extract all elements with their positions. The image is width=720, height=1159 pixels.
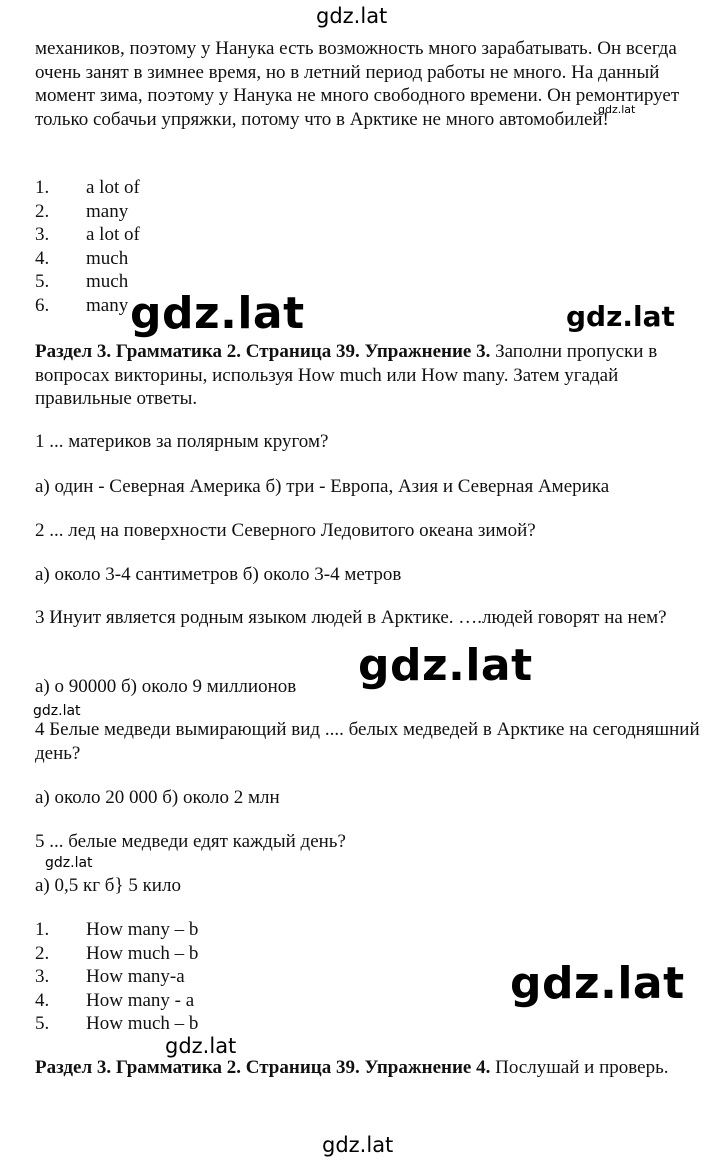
list-item: [35, 989, 335, 1013]
quiz-answer-2: а) около 3-4 сантиметров б) около 3-4 метров: [35, 564, 402, 585]
list-item: [35, 1012, 335, 1036]
quiz-answer-5: а) 0,5 кг б} 5 кило: [35, 875, 181, 896]
watermark-large-right: gdz.lat: [510, 958, 685, 1009]
item-text: many: [86, 294, 129, 316]
watermark-large-left: gdz.lat: [130, 288, 305, 339]
list-item: [35, 176, 335, 200]
quiz-question-4: 4 Белые медведи вымирающий вид .... белых медведей в Арктике на сегодняшний день?: [35, 719, 700, 764]
quiz-question-3: 3 Инуит является родным языком людей в Арктике. ….людей говорят на нем?: [35, 607, 667, 628]
exercise-3-heading: [35, 340, 715, 411]
answer-list-2: [35, 918, 335, 1036]
item-number: 3.: [35, 224, 50, 245]
quiz-question-5: 5 ... белые медведи едят каждый день?: [35, 831, 346, 852]
item-text: many: [86, 200, 129, 222]
intro-paragraph: механиков, поэтому у Нанука есть возможность много зарабатывать. Он всегда очень занят в зимнее время, но в летний период работы не много. На данный момент зима, поэтому у Нанука не много свободного времени. Он ремонтирует только собачьи упряжки, потому что в Арктике не много автомобилей!: [35, 38, 680, 130]
watermark-large-center: gdz.lat: [358, 640, 533, 691]
item-number: 1.: [35, 919, 50, 940]
item-text: How much – b: [86, 942, 199, 964]
item-text: much: [86, 271, 129, 292]
quiz-answer-1: а) один - Северная Америка б) три - Европа, Азия и Северная Америка: [35, 476, 610, 497]
item-number: 2.: [35, 200, 50, 222]
quiz-answer-4: а) около 20 000 б) около 2 млн: [35, 787, 280, 808]
watermark-small-left: gdz.lat: [33, 703, 81, 719]
exercise-4-title: Раздел 3. Грамматика 2. Страница 39. Упражнение 4.: [35, 1057, 491, 1078]
item-text: a lot of: [86, 177, 140, 198]
item-number: 5.: [35, 271, 50, 292]
list-item: [35, 200, 335, 224]
list-item: [35, 965, 335, 989]
exercise-3-title: Раздел 3. Грамматика 2. Страница 39. Упражнение 3.: [35, 341, 491, 362]
exercise-4-instruction: Послушай и проверь.: [490, 1057, 669, 1078]
list-item: [35, 223, 335, 247]
item-number: 4.: [35, 989, 50, 1011]
item-text: How much – b: [86, 1013, 199, 1034]
item-number: 6.: [35, 294, 50, 316]
watermark-tiny: gdz.lat: [598, 103, 636, 116]
item-text: How many – b: [86, 919, 199, 940]
exercise-3-instruction: Заполни пропуски в вопросах викторины, используя How much или How many. Затем угадай правильные ответы.: [35, 341, 658, 409]
watermark-small-center: gdz.lat: [165, 1034, 237, 1058]
watermark-medium-right: gdz.lat: [566, 300, 675, 333]
item-number: 4.: [35, 247, 50, 269]
exercise-4-heading: [35, 1056, 715, 1080]
item-number: 5.: [35, 1013, 50, 1034]
watermark-bottom: gdz.lat: [322, 1133, 394, 1157]
item-text: How many - a: [86, 989, 195, 1011]
quiz-question-2: 2 ... лед на поверхности Северного Ледовитого океана зимой?: [35, 520, 536, 541]
item-text: much: [86, 247, 129, 269]
watermark-small-left-2: gdz.lat: [45, 855, 93, 871]
item-number: 1.: [35, 177, 50, 198]
item-number: 2.: [35, 942, 50, 964]
list-item: [35, 918, 335, 942]
quiz-answer-3: а) о 90000 б) около 9 миллионов: [35, 676, 297, 697]
list-item: [35, 942, 335, 966]
item-number: 3.: [35, 966, 50, 987]
item-text: How many-a: [86, 966, 185, 987]
watermark-top: gdz.lat: [316, 4, 388, 28]
quiz-question-1: 1 ... материков за полярным кругом?: [35, 431, 329, 452]
item-text: a lot of: [86, 224, 140, 245]
list-item: [35, 247, 335, 271]
